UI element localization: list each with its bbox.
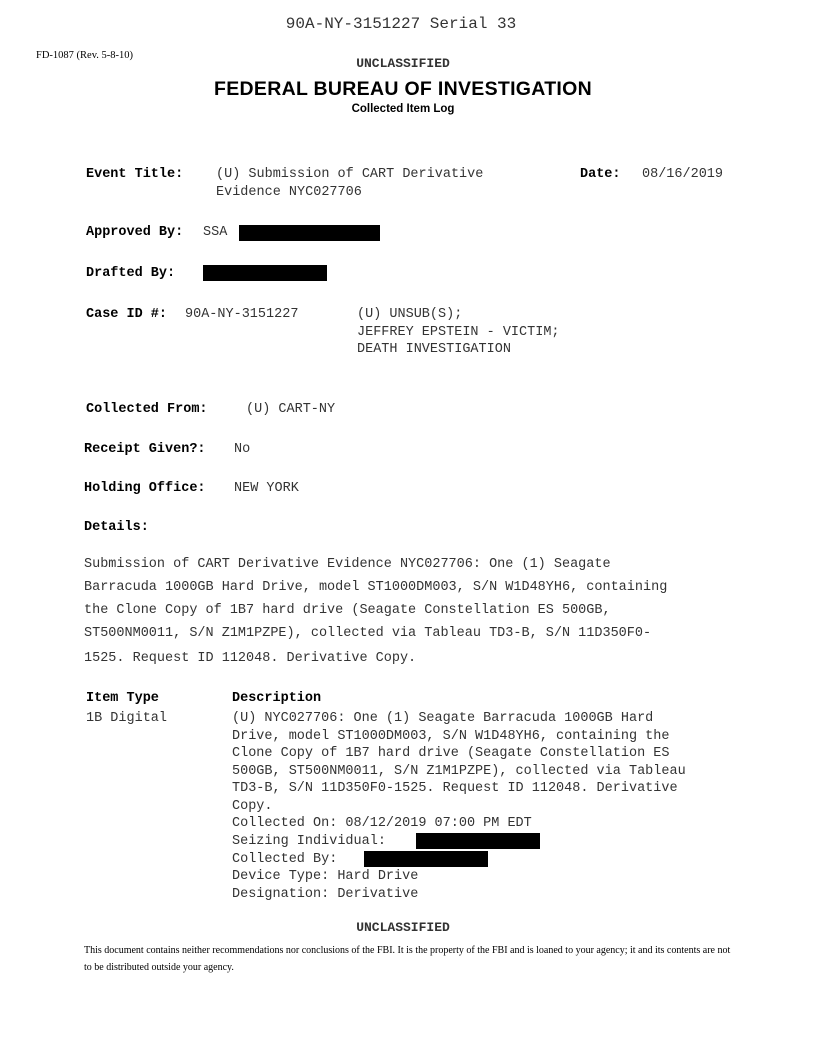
collected-from-value: (U) CART-NY: [246, 402, 336, 417]
col-description: Description: [232, 691, 322, 706]
description-line: 500GB, ST500NM0011, S/N Z1M1PZPE), collected via Tableau: [232, 764, 686, 779]
details-line: Barracuda 1000GB Hard Drive, model ST1000DM003, S/N W1D48YH6, containing: [84, 580, 668, 595]
collected-by: Collected By:: [232, 852, 338, 867]
date-value: 08/16/2019: [642, 167, 724, 182]
event-title-line2: Evidence NYC027706: [216, 185, 362, 200]
event-title-label: Event Title:: [86, 167, 184, 182]
date-label: Date:: [580, 167, 621, 182]
case-id-value: 90A-NY-3151227: [185, 307, 299, 322]
drafted-by-label: Drafted By:: [86, 266, 176, 281]
collected-from-label: Collected From:: [86, 402, 208, 417]
case-title-line: DEATH INVESTIGATION: [357, 342, 511, 357]
description-line: TD3-B, S/N 11D350F0-1525. Request ID 112048. Derivative: [232, 781, 678, 796]
case-id-label: Case ID #:: [86, 307, 168, 322]
device-type: Device Type: Hard Drive: [232, 869, 419, 884]
holding-office-label: Holding Office:: [84, 481, 206, 496]
approved-by-value: SSA: [203, 225, 228, 240]
redaction-collected-by: [364, 851, 488, 867]
details-line: ST500NM0011, S/N Z1M1PZPE), collected via Tableau TD3-B, S/N 11D350F0-: [84, 626, 652, 641]
seizing-individual: Seizing Individual:: [232, 834, 386, 849]
item-type-value: 1B Digital: [86, 711, 168, 726]
col-item-type: Item Type: [86, 691, 159, 706]
details-line: 1525. Request ID 112048. Derivative Copy.: [84, 651, 417, 666]
collected-on: Collected On: 08/12/2019 07:00 PM EDT: [232, 816, 532, 831]
redaction-drafted-by: [203, 265, 327, 281]
redaction-seizing-individual: [416, 833, 540, 849]
log-type: Collected Item Log: [351, 103, 455, 115]
receipt-given-label: Receipt Given?:: [84, 442, 206, 457]
details-line: the Clone Copy of 1B7 hard drive (Seagate Constellation ES 500GB,: [84, 603, 611, 618]
agency-title: FEDERAL BUREAU OF INVESTIGATION: [213, 78, 592, 100]
description-line: Drive, model ST1000DM003, S/N W1D48YH6, containing the: [232, 729, 670, 744]
footer-note: This document contains neither recommendations nor conclusions of the FBI. It is the property of the FBI and is loaned to your agency; it and its contents are not to be distributed outside your agency.: [84, 945, 731, 973]
redaction-approved-by: [239, 225, 380, 241]
designation: Designation: Derivative: [232, 887, 419, 902]
approved-by-label: Approved By:: [86, 225, 184, 240]
description-line: (U) NYC027706: One (1) Seagate Barracuda 1000GB Hard: [232, 711, 654, 726]
classification-bottom: UNCLASSIFIED: [356, 920, 450, 935]
description-line: Clone Copy of 1B7 hard drive (Seagate Constellation ES: [232, 746, 670, 761]
details-line: Submission of CART Derivative Evidence NYC027706: One (1) Seagate: [84, 557, 611, 572]
holding-office-value: NEW YORK: [234, 481, 299, 496]
form-id: FD-1087 (Rev. 5-8-10): [36, 50, 134, 61]
receipt-given-value: No: [234, 442, 251, 457]
case-title-line: (U) UNSUB(S);: [357, 307, 463, 322]
details-label: Details:: [84, 520, 149, 535]
serial-number: 90A-NY-3151227 Serial 33: [285, 15, 517, 33]
event-title-line1: (U) Submission of CART Derivative: [216, 167, 484, 182]
description-line: Copy.: [232, 799, 273, 814]
classification-top: UNCLASSIFIED: [356, 56, 450, 71]
case-title-line: JEFFREY EPSTEIN - VICTIM;: [357, 325, 560, 340]
